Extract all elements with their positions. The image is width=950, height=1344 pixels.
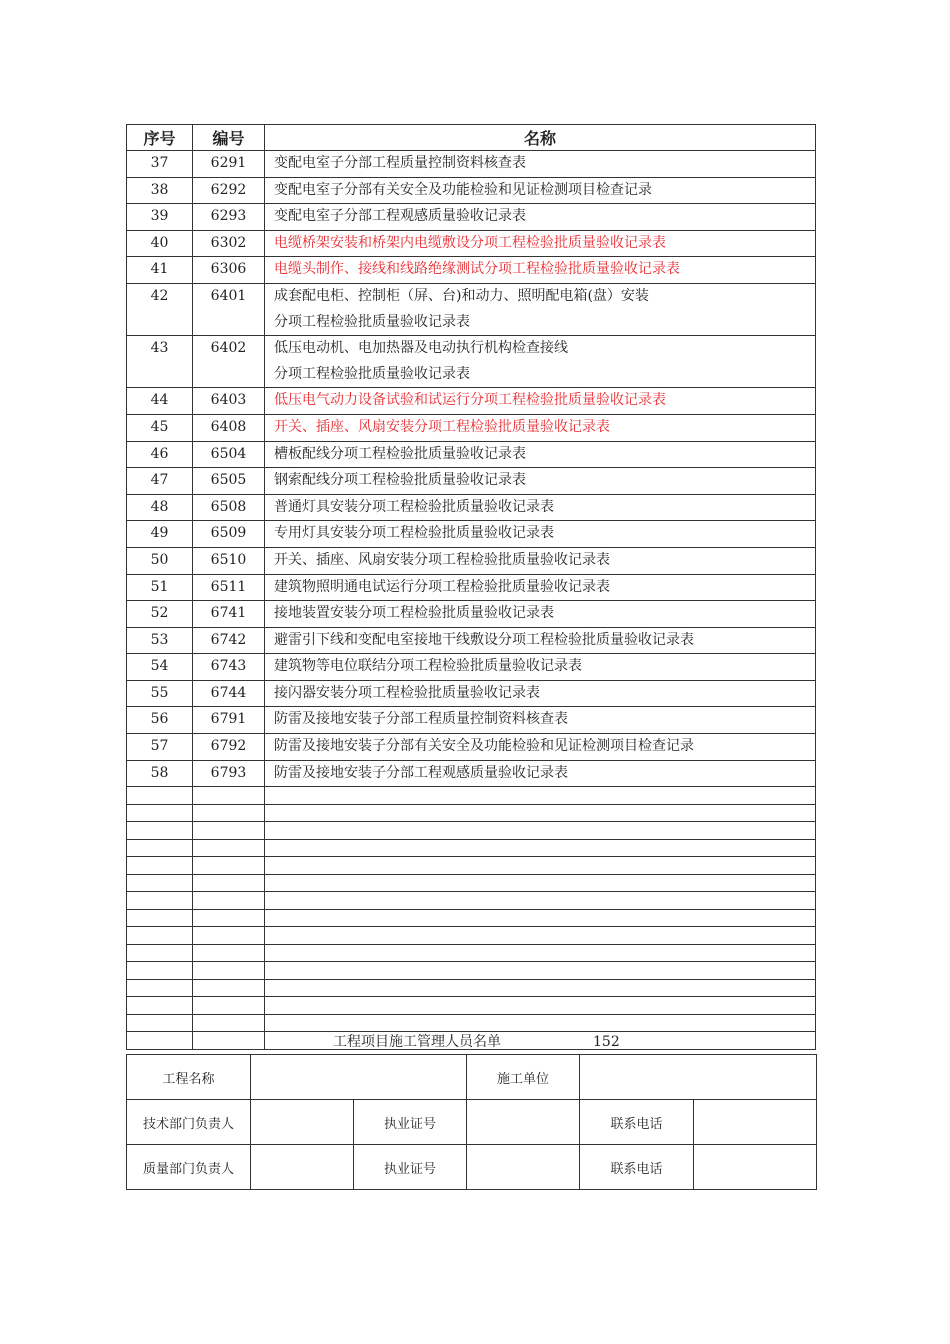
empty-row	[127, 944, 816, 962]
empty-cell	[127, 979, 193, 997]
row-num: 53	[127, 627, 193, 654]
row-num: 58	[127, 760, 193, 787]
row-code: 6743	[193, 654, 265, 681]
row-name-line: 防雷及接地安装子分部有关安全及功能检验和见证检测项目检查记录	[274, 738, 694, 755]
row-num: 50	[127, 547, 193, 574]
tech-license-value[interactable]	[467, 1100, 580, 1145]
staff-list-title: 工程项目施工管理人员名单	[333, 1034, 501, 1050]
table-row	[127, 760, 816, 787]
table-row	[127, 230, 816, 257]
table-row	[127, 707, 816, 734]
table-row	[127, 468, 816, 495]
empty-cell	[127, 822, 193, 840]
empty-cell	[127, 804, 193, 822]
empty-row	[127, 787, 816, 805]
empty-row	[127, 909, 816, 927]
row-code: 6504	[193, 441, 265, 468]
empty-cell	[265, 787, 816, 805]
table-row	[127, 388, 816, 415]
row-code: 6791	[193, 707, 265, 734]
row-code: 6742	[193, 627, 265, 654]
row-name	[265, 468, 816, 495]
table-header-row	[127, 125, 816, 151]
row-name-line: 接闪器安装分项工程检验批质量验收记录表	[274, 684, 540, 701]
empty-cell	[265, 857, 816, 875]
row-num: 47	[127, 468, 193, 495]
row-num: 55	[127, 680, 193, 707]
tech-head-value[interactable]	[251, 1100, 354, 1145]
row-name-line: 普通灯具安装分项工程检验批质量验收记录表	[274, 498, 554, 515]
empty-cell	[265, 1014, 816, 1032]
empty-cell	[193, 857, 265, 875]
empty-row	[127, 927, 816, 945]
empty-row	[127, 997, 816, 1015]
empty-row	[127, 892, 816, 910]
staff-row-tech	[127, 1100, 817, 1145]
table-row	[127, 547, 816, 574]
row-code: 6408	[193, 414, 265, 441]
empty-cell	[193, 927, 265, 945]
row-code: 6510	[193, 547, 265, 574]
row-name-line-2: 分项工程检验批质量验收记录表	[274, 365, 470, 382]
empty-cell	[127, 909, 193, 927]
row-name-line: 防雷及接地安装子分部工程质量控制资料核查表	[274, 711, 568, 728]
header-name: 名称	[265, 125, 816, 151]
row-name	[265, 441, 816, 468]
row-name-line: 防雷及接地安装子分部工程观感质量验收记录表	[274, 764, 568, 781]
empty-cell	[265, 997, 816, 1015]
table-row	[127, 574, 816, 601]
empty-cell	[265, 979, 816, 997]
row-code: 6403	[193, 388, 265, 415]
page-number: 152	[593, 1034, 620, 1050]
empty-row	[127, 857, 816, 875]
row-code: 6306	[193, 257, 265, 284]
row-name	[265, 204, 816, 231]
row-name-line: 变配电室子分部有关安全及功能检验和见证检测项目检查记录	[274, 181, 652, 198]
empty-cell	[193, 962, 265, 980]
construction-unit-label: 施工单位	[467, 1055, 580, 1100]
row-code: 6508	[193, 494, 265, 521]
row-code: 6792	[193, 734, 265, 761]
quality-license-label: 执业证号	[354, 1145, 467, 1190]
tech-phone-label: 联系电话	[580, 1100, 694, 1145]
tech-phone-value[interactable]	[694, 1100, 817, 1145]
row-code: 6505	[193, 468, 265, 495]
project-name-value[interactable]	[251, 1055, 467, 1100]
row-code: 6741	[193, 601, 265, 628]
table-row	[127, 283, 816, 335]
empty-cell	[193, 874, 265, 892]
row-name	[265, 521, 816, 548]
empty-cell	[127, 1014, 193, 1032]
tech-license-label: 执业证号	[354, 1100, 467, 1145]
table-row	[127, 151, 816, 178]
row-name-line: 变配电室子分部工程观感质量验收记录表	[274, 208, 526, 225]
empty-row	[127, 874, 816, 892]
row-num: 49	[127, 521, 193, 548]
row-name	[265, 414, 816, 441]
row-num: 48	[127, 494, 193, 521]
empty-cell	[127, 874, 193, 892]
construction-unit-value[interactable]	[580, 1055, 817, 1100]
row-code: 6401	[193, 283, 265, 335]
row-num: 56	[127, 707, 193, 734]
row-name	[265, 388, 816, 415]
quality-phone-label: 联系电话	[580, 1145, 694, 1190]
row-num: 51	[127, 574, 193, 601]
row-name-line: 低压电动机、电加热器及电动执行机构检查接线	[274, 340, 568, 357]
empty-row	[127, 839, 816, 857]
table-row	[127, 521, 816, 548]
empty-cell	[193, 1014, 265, 1032]
staff-row-quality	[127, 1145, 817, 1190]
row-name-line: 建筑物照明通电试运行分项工程检验批质量验收记录表	[274, 578, 610, 595]
row-name	[265, 707, 816, 734]
row-name-line: 变配电室子分部工程质量控制资料核查表	[274, 155, 526, 171]
row-name-line: 电缆头制作、接线和线路绝缘测试分项工程检验批质量验收记录表	[274, 261, 680, 278]
row-name	[265, 654, 816, 681]
row-num: 57	[127, 734, 193, 761]
row-name-line: 专用灯具安装分项工程检验批质量验收记录表	[274, 525, 554, 542]
table-row	[127, 601, 816, 628]
row-name	[265, 760, 816, 787]
empty-cell	[127, 839, 193, 857]
table-row	[127, 494, 816, 521]
row-code: 6291	[193, 151, 265, 178]
row-name	[265, 151, 816, 178]
empty-cell	[193, 787, 265, 805]
row-num: 44	[127, 388, 193, 415]
project-name-label: 工程名称	[127, 1055, 251, 1100]
empty-cell	[265, 874, 816, 892]
empty-cell	[193, 997, 265, 1015]
row-name	[265, 336, 816, 388]
row-name-line: 开关、插座、风扇安装分项工程检验批质量验收记录表	[274, 551, 610, 568]
row-code: 6509	[193, 521, 265, 548]
quality-head-label: 质量部门负责人	[127, 1145, 251, 1190]
row-name	[265, 734, 816, 761]
empty-cell	[193, 909, 265, 927]
row-code: 6511	[193, 574, 265, 601]
table-row	[127, 336, 816, 388]
table-row	[127, 734, 816, 761]
row-num: 45	[127, 414, 193, 441]
empty-cell	[265, 927, 816, 945]
row-code: 6292	[193, 177, 265, 204]
row-name-line: 电缆桥架安装和桥架内电缆敷设分项工程检验批质量验收记录表	[274, 234, 666, 251]
quality-head-value[interactable]	[251, 1145, 354, 1190]
row-name	[265, 230, 816, 257]
empty-cell	[265, 909, 816, 927]
row-name-line: 接地装置安装分项工程检验批质量验收记录表	[274, 605, 554, 622]
table-row	[127, 627, 816, 654]
empty-row	[127, 1014, 816, 1032]
empty-cell	[265, 962, 816, 980]
row-name-line: 钢索配线分项工程检验批质量验收记录表	[274, 472, 526, 489]
row-name	[265, 283, 816, 335]
row-name-line: 成套配电柜、控制柜（屏、台)和动力、照明配电箱(盘）安装	[274, 287, 649, 304]
row-num: 43	[127, 336, 193, 388]
row-name-line-2: 分项工程检验批质量验收记录表	[274, 313, 470, 330]
row-name-line: 低压电气动力设备试验和试运行分项工程检验批质量验收记录表	[274, 392, 666, 409]
row-name	[265, 494, 816, 521]
row-num: 40	[127, 230, 193, 257]
empty-cell	[265, 839, 816, 857]
empty-cell	[193, 944, 265, 962]
row-num: 46	[127, 441, 193, 468]
row-num: 42	[127, 283, 193, 335]
empty-cell	[193, 822, 265, 840]
empty-row	[127, 822, 816, 840]
empty-cell	[193, 979, 265, 997]
empty-cell	[193, 839, 265, 857]
quality-phone-value[interactable]	[694, 1145, 817, 1190]
row-name	[265, 680, 816, 707]
staff-row-project	[127, 1055, 817, 1100]
empty-cell	[127, 927, 193, 945]
header-code: 编号	[193, 125, 265, 151]
row-name-line: 槽板配线分项工程检验批质量验收记录表	[274, 445, 526, 462]
row-num: 39	[127, 204, 193, 231]
table-row	[127, 177, 816, 204]
row-name	[265, 574, 816, 601]
row-code: 6293	[193, 204, 265, 231]
empty-cell	[265, 892, 816, 910]
empty-row	[127, 962, 816, 980]
row-code: 6402	[193, 336, 265, 388]
row-num: 41	[127, 257, 193, 284]
empty-cell	[127, 997, 193, 1015]
empty-cell	[265, 822, 816, 840]
header-num: 序号	[127, 125, 193, 151]
empty-cell	[127, 944, 193, 962]
empty-cell	[193, 892, 265, 910]
row-name	[265, 601, 816, 628]
empty-row	[127, 804, 816, 822]
row-name-line: 开关、插座、风扇安装分项工程检验批质量验收记录表	[274, 418, 610, 435]
empty-cell	[127, 892, 193, 910]
row-code: 6744	[193, 680, 265, 707]
table-row	[127, 441, 816, 468]
staff-list-heading	[126, 1031, 816, 1053]
empty-cell	[127, 962, 193, 980]
row-num: 54	[127, 654, 193, 681]
quality-license-value[interactable]	[467, 1145, 580, 1190]
table-row	[127, 654, 816, 681]
row-code: 6302	[193, 230, 265, 257]
table-row	[127, 257, 816, 284]
row-num: 52	[127, 601, 193, 628]
staff-table	[126, 1054, 817, 1190]
empty-cell	[193, 804, 265, 822]
row-code: 6793	[193, 760, 265, 787]
tech-head-label: 技术部门负责人	[127, 1100, 251, 1145]
row-name-line: 避雷引下线和变配电室接地干线敷设分项工程检验批质量验收记录表	[274, 631, 694, 648]
empty-cell	[127, 787, 193, 805]
form-index-table	[126, 124, 816, 1050]
empty-cell	[265, 944, 816, 962]
table-row	[127, 680, 816, 707]
row-name-line: 建筑物等电位联结分项工程检验批质量验收记录表	[274, 658, 582, 675]
row-name	[265, 257, 816, 284]
empty-cell	[127, 857, 193, 875]
row-name	[265, 177, 816, 204]
empty-row	[127, 979, 816, 997]
row-name	[265, 627, 816, 654]
row-name	[265, 547, 816, 574]
row-num: 37	[127, 151, 193, 178]
table-row	[127, 414, 816, 441]
table-row	[127, 204, 816, 231]
empty-cell	[265, 804, 816, 822]
row-num: 38	[127, 177, 193, 204]
